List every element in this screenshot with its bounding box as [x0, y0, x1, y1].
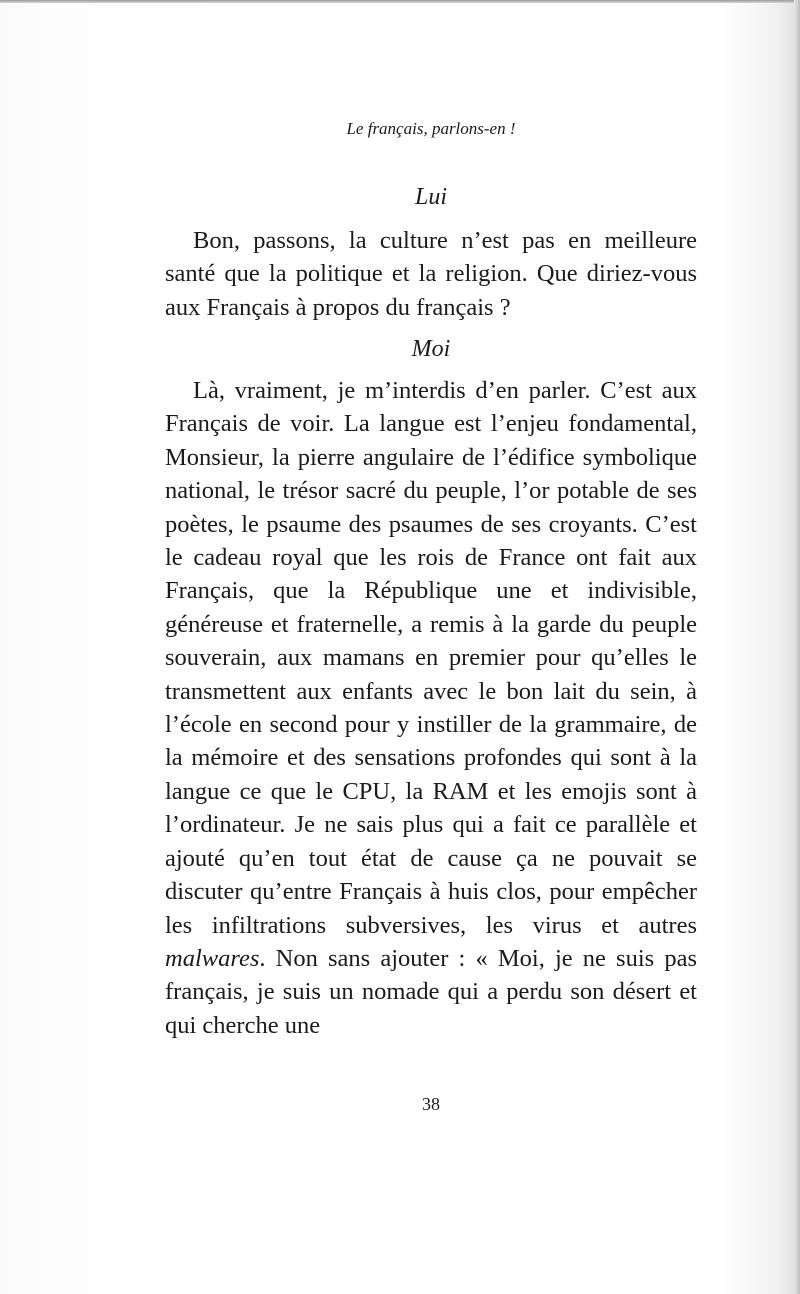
running-head: Le français, parlons-en !: [346, 119, 516, 138]
page-right-edge: [794, 0, 800, 1294]
paragraph-moi-text-end: . Non sans ajouter : « Moi, je ne suis pas français, je suis un nomade qui a perdu son désert et qui cherche une: [165, 944, 697, 1039]
paragraph-lui: Bon, passons, la culture n’est pas en meilleure santé que la politique et la religion. Que diriez-vous aux Français à propos du français ?: [165, 227, 697, 321]
paragraph-moi: [165, 374, 697, 1042]
paragraph-moi-text-start: Là, vraiment, je m’interdis d’en parler. C’est aux Français de voir. La langue est l’enjeu fondamental, Monsieur, la pierre angulaire de l’édifice symbolique national, le trésor sacré du peuple, l’or potable de ses poètes, le psaume des psaumes de ses croyants. C’est le cadeau royal que les rois de France ont fait aux Français, que la République une et indivisible, généreuse et fraternelle, a remis à la garde du peuple souverain, aux mamans en premier pour qu’elles le transmettent aux enfants avec le bon lait du sein, à l’école en second pour y instiller de la grammaire, de la mémoire et des sensations profondes qui sont à la langue ce que le CPU, la RAM et les emojis sont à l’ordinateur. Je ne sais plus qui a fait ce parallèle et ajouté qu’en tout état de cause ça ne pouvait se discuter qu’entre Français à huis clos, pour empêcher les infiltrations subversives, les virus et autres: [165, 377, 697, 939]
page-top-edge: [0, 0, 800, 3]
page-number: 38: [422, 1094, 440, 1114]
italic-term: malwares: [165, 944, 260, 972]
speaker-label-moi: Moi: [411, 336, 451, 362]
speaker-label-lui: Lui: [414, 184, 447, 210]
